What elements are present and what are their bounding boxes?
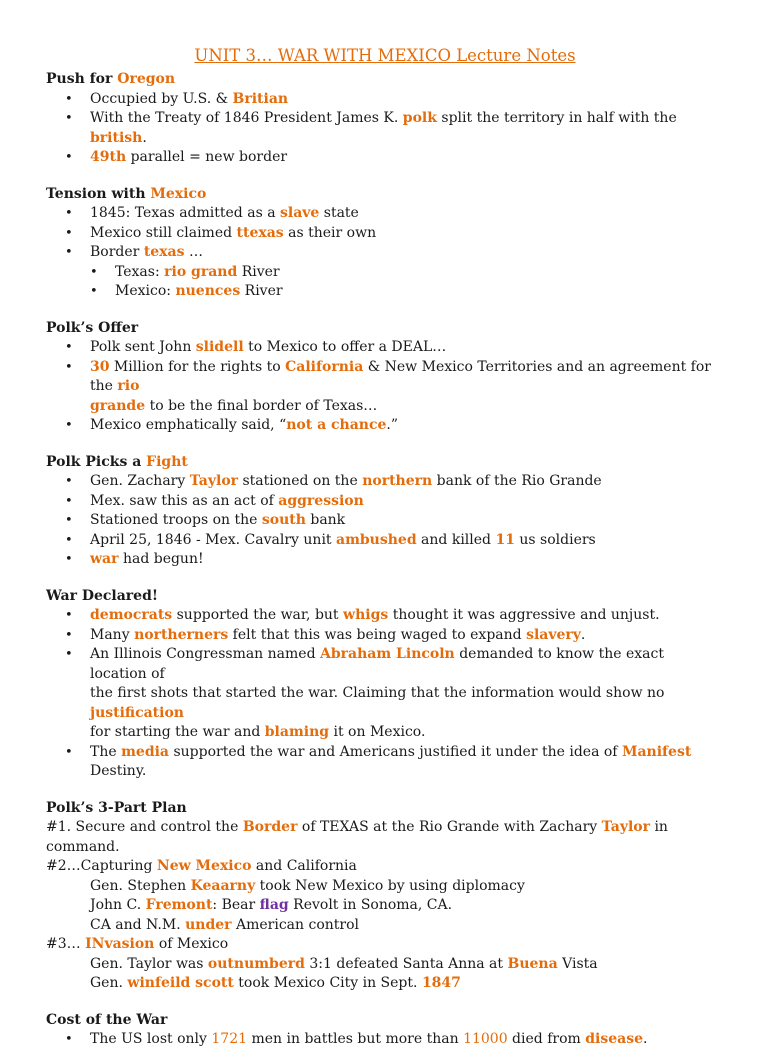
sub-bullet-list — [46, 263, 724, 302]
highlighted-term: Manifest — [621, 743, 692, 760]
text-run: Occupied by U.S. & — [90, 90, 233, 107]
highlighted-term: slave — [280, 205, 320, 221]
text-run: Mex. saw this as an act of — [90, 492, 279, 509]
text-run: American control — [231, 916, 359, 933]
section-heading — [46, 319, 724, 339]
highlighted-term: not a chance — [286, 417, 387, 433]
highlighted-term: grande — [90, 397, 146, 414]
highlighted-term: Abraham Lincoln — [320, 646, 455, 662]
text-run: John C. — [90, 897, 146, 913]
highlighted-term: Buena — [507, 955, 558, 972]
highlighted-term: Mexico — [150, 185, 207, 202]
notes-section — [46, 587, 724, 782]
page-title: UNIT 3… WAR WITH MEXICO Lecture Notes — [194, 46, 576, 65]
highlighted-term: California — [285, 358, 364, 375]
bullet-list — [46, 204, 724, 263]
text-run: & New Mexico Territories and an agreement for the — [90, 358, 711, 394]
text-run: 1845: Texas admitted as a — [90, 205, 280, 221]
text-run: it on Mexico. — [329, 724, 426, 740]
text-run: Million for the rights to — [109, 358, 286, 375]
text-run: supported the war and Americans justified it under the idea of — [169, 743, 622, 760]
plan-line — [46, 916, 724, 936]
text-run: War Declared! — [46, 587, 159, 604]
plan-line — [46, 896, 724, 916]
highlighted-term: Taylor — [189, 473, 239, 489]
highlighted-term: outnumberd — [207, 955, 305, 972]
highlighted-term: slavery — [526, 626, 581, 643]
plan-section — [46, 799, 724, 994]
highlighted-term: Fremont — [145, 897, 213, 913]
text-run: bank — [305, 512, 346, 528]
bullet-item — [46, 416, 724, 436]
highlighted-term: INvasion — [85, 936, 155, 952]
text-run: Gen. Zachary — [90, 473, 190, 489]
bullet-item — [46, 358, 724, 417]
text-run: Stationed troops on the — [90, 512, 262, 528]
text-run: felt that this was being waged to expand — [228, 626, 527, 643]
text-run: . — [643, 1031, 648, 1047]
text-run: Polk sent John — [90, 339, 196, 355]
highlighted-number: 11000 — [463, 1031, 508, 1047]
text-run: took Mexico City in Sept. — [233, 975, 422, 991]
bullet-item — [46, 550, 724, 570]
text-run: River — [237, 263, 280, 280]
text-run: Mexico: — [115, 283, 176, 299]
highlighted-term: 1847 — [421, 975, 461, 991]
text-run: . — [580, 626, 586, 643]
highlighted-term: Taylor — [601, 819, 650, 835]
highlighted-term: texas — [143, 244, 185, 260]
plan-line — [46, 955, 724, 975]
highlighted-term: justification — [90, 704, 184, 721]
text-run: Gen. — [90, 975, 128, 991]
highlighted-term: aggression — [278, 492, 364, 509]
text-run: Polk’s 3-Part Plan — [46, 799, 187, 816]
text-run: April 25, 1846 - Mex. Cavalry unit — [90, 531, 336, 548]
text-run: of Mexico — [154, 936, 229, 952]
text-run: to be the final border of Texas… — [145, 397, 378, 414]
highlighted-term: media — [121, 743, 169, 760]
highlighted-number: 1721 — [211, 1031, 248, 1047]
text-run: Mexico still claimed — [90, 224, 237, 241]
text-run: The — [90, 743, 122, 760]
text-run: : Bear — [212, 897, 260, 913]
bullet-list — [46, 472, 724, 570]
text-run: With the Treaty of 1846 President James K. — [90, 110, 403, 126]
bullet-item — [46, 243, 724, 263]
bullet-item — [46, 1030, 724, 1050]
bullet-item — [46, 204, 724, 224]
text-run: and California — [251, 858, 357, 874]
highlighted-term: ttexas — [236, 224, 284, 241]
highlighted-term: Oregon — [117, 71, 176, 87]
section-heading — [46, 587, 724, 607]
text-run: demanded to know the exact location of — [90, 646, 664, 682]
highlighted-term: New Mexico — [156, 858, 252, 874]
text-run: state — [319, 205, 359, 221]
plan-line — [46, 857, 724, 877]
bullet-item — [46, 531, 724, 551]
highlighted-term: northern — [362, 473, 433, 489]
text-run: #1. Secure and control the — [46, 819, 243, 835]
text-run: Revolt in Sonoma, CA. — [288, 897, 453, 913]
text-run: Gen. Stephen — [90, 877, 191, 894]
bullet-item — [46, 148, 724, 168]
text-run: Texas: — [115, 263, 165, 280]
bullet-list — [46, 338, 724, 436]
highlighted-term: slidell — [195, 339, 244, 355]
text-run: for starting the war and — [90, 724, 265, 740]
text-run: supported the war, but — [172, 607, 344, 623]
highlighted-term: south — [261, 512, 306, 528]
bullet-item — [46, 472, 724, 492]
text-run: Tension with — [46, 185, 151, 202]
text-run: #3… — [46, 936, 86, 952]
text-run: Push for — [46, 71, 118, 87]
text-run: thought it was aggressive and unjust. — [388, 607, 660, 623]
text-run: had begun! — [118, 551, 204, 567]
section-heading — [46, 185, 724, 205]
bullet-item — [46, 338, 724, 358]
section-heading — [46, 799, 724, 819]
notes-section — [46, 185, 724, 302]
notes-section — [46, 453, 724, 570]
highlighted-term: Fight — [146, 453, 188, 470]
text-run: . — [142, 129, 147, 146]
text-run: in command. — [46, 819, 668, 855]
bullet-item — [46, 645, 724, 743]
plan-line — [46, 974, 724, 994]
text-run: Vista — [557, 955, 598, 972]
text-run: River — [240, 283, 283, 299]
highlighted-term: winfeild scott — [127, 975, 234, 991]
bullet-list — [46, 606, 724, 782]
notes-section — [46, 70, 724, 168]
highlighted-term: democrats — [90, 607, 173, 623]
notes-content — [46, 70, 724, 1050]
bullet-item — [46, 263, 724, 283]
text-run: as their own — [283, 224, 377, 241]
plan-line — [46, 935, 724, 955]
plan-line — [46, 818, 724, 857]
bullet-item — [46, 282, 724, 302]
highlighted-term: blaming — [264, 724, 330, 740]
text-run: Many — [90, 626, 135, 643]
highlighted-term: disease — [585, 1031, 643, 1047]
text-run: died from — [507, 1031, 586, 1047]
highlighted-term: rio — [117, 378, 140, 394]
highlighted-term: nuences — [175, 283, 241, 299]
text-run: Gen. Taylor was — [90, 955, 208, 972]
text-run: split the territory in half with the — [436, 110, 677, 126]
highlighted-term: british — [90, 129, 143, 146]
text-run: CA and N.M. — [90, 916, 186, 933]
bullet-item — [46, 224, 724, 244]
bullet-list — [46, 90, 724, 168]
highlighted-term: Britian — [232, 90, 289, 107]
notes-section — [46, 319, 724, 436]
highlighted-term: Keaarny — [190, 877, 256, 894]
bullet-item — [46, 606, 724, 626]
highlighted-term: under — [185, 916, 232, 933]
highlighted-term: rio grand — [164, 263, 238, 280]
bullet-item — [46, 511, 724, 531]
text-run: An Illinois Congressman named — [90, 646, 320, 662]
text-run: Mexico emphatically said, “ — [90, 417, 287, 433]
bullet-item — [46, 492, 724, 512]
section-heading — [46, 1011, 724, 1031]
highlighted-term: flag — [259, 897, 289, 913]
text-run: men in battles but more than — [247, 1031, 464, 1047]
text-run: Cost of the War — [46, 1011, 168, 1028]
text-run: us soldiers — [514, 531, 596, 548]
highlighted-term: ambushed — [336, 531, 417, 548]
bullet-item — [46, 626, 724, 646]
section-heading — [46, 70, 724, 90]
highlighted-term: northerners — [134, 626, 229, 643]
bullet-item — [46, 743, 724, 782]
highlighted-term: Border — [242, 819, 298, 835]
highlighted-term: war — [90, 551, 119, 567]
text-run: to Mexico to offer a DEAL… — [243, 339, 447, 355]
bullet-item — [46, 90, 724, 110]
highlighted-term: 11 — [495, 531, 515, 548]
text-run: the first shots that started the war. Claiming that the information would show no — [90, 685, 665, 701]
section-heading — [46, 453, 724, 473]
plan-line — [46, 877, 724, 897]
text-run: … — [184, 244, 203, 260]
highlighted-term: 30 — [90, 358, 110, 375]
text-run: took New Mexico by using diplomacy — [255, 877, 525, 894]
text-run: Border — [90, 244, 144, 260]
bullet-item — [46, 109, 724, 148]
text-run: stationed on the — [238, 473, 363, 489]
cost-section — [46, 1011, 724, 1050]
text-run: and killed — [416, 531, 496, 548]
text-run: 3:1 defeated Santa Anna at — [304, 955, 508, 972]
text-run: bank of the Rio Grande — [432, 473, 602, 489]
text-run: Polk Picks a — [46, 453, 147, 470]
text-run: Polk’s Offer — [46, 319, 139, 336]
text-run: of TEXAS at the Rio Grande with Zachary — [297, 819, 602, 835]
text-run: parallel = new border — [126, 149, 288, 165]
text-run: The US lost only — [90, 1031, 212, 1047]
highlighted-term: whigs — [343, 607, 389, 623]
bullet-list — [46, 1030, 724, 1050]
text-run: .” — [386, 417, 399, 433]
text-run: Destiny. — [90, 763, 147, 779]
text-run: #2…Capturing — [46, 858, 157, 874]
highlighted-term: polk — [402, 110, 437, 126]
highlighted-term: 49th — [90, 149, 127, 165]
